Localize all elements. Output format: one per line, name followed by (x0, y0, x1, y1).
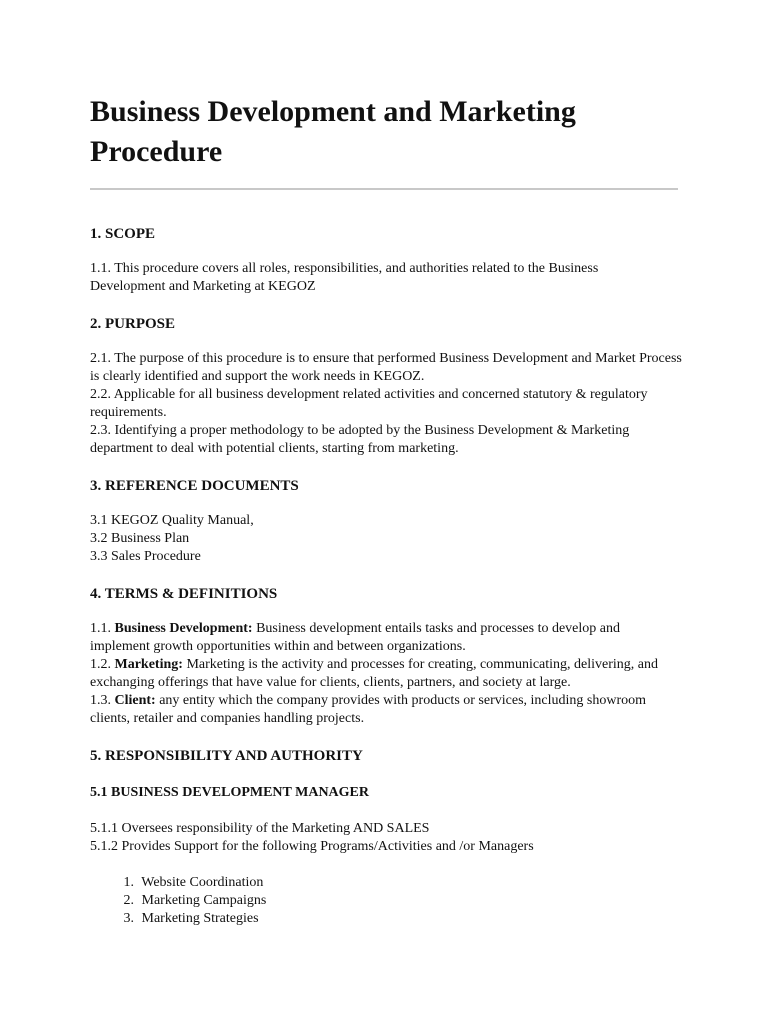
term-item-business-development (90, 620, 680, 656)
term-name: Business Development: (114, 621, 253, 636)
list-item-label: Website Coordination (141, 875, 264, 890)
list-item (112, 874, 690, 892)
purpose-item-1: 2.1. The purpose of this procedure is to ensure that performed Business Development and Market Process is clearly identified and support the work needs in KEGOZ. (90, 351, 682, 384)
document-title: Business Development and Marketing Procedure (90, 95, 576, 168)
terms-list (90, 620, 680, 728)
section-heading-purpose: 2. PURPOSE (90, 316, 176, 332)
section-heading-scope: 1. SCOPE (90, 226, 156, 242)
term-number: 1.3. (90, 693, 111, 708)
purpose-item-3: 2.3. Identifying a proper methodology to be adopted by the Business Development & Marketing department to deal with potential clients, starting from marketing. (90, 423, 630, 456)
term-item-client (90, 692, 680, 728)
list-item (112, 910, 690, 928)
purpose-item-2: 2.2. Applicable for all business development related activities and concerned statutory & regulatory requirements. (90, 387, 648, 420)
list-item (112, 892, 690, 910)
document-body (90, 92, 690, 928)
term-number: 1.2. (90, 657, 111, 672)
scope-item-1: 1.1. This procedure covers all roles, responsibilities, and authorities related to the Business Development and Marketing at KEGOZ (90, 261, 599, 294)
list-item-label: Marketing Strategies (141, 911, 259, 926)
reference-item-1: 3.1 KEGOZ Quality Manual, (90, 513, 254, 528)
section-heading-responsibility-authority: 5. RESPONSIBILITY AND AUTHORITY (90, 748, 363, 764)
term-name: Marketing: (114, 657, 183, 672)
term-name: Client: (114, 693, 156, 708)
reference-documents-list (90, 512, 690, 566)
list-item-number: 1. (123, 875, 134, 890)
reference-item-2: 3.2 Business Plan (90, 531, 190, 546)
list-item-number: 2. (123, 893, 134, 908)
reference-item-3: 3.3 Sales Procedure (90, 549, 201, 564)
section-heading-reference-documents: 3. REFERENCE DOCUMENTS (90, 478, 299, 494)
subsection-heading-bd-manager: 5.1 BUSINESS DEVELOPMENT MANAGER (90, 785, 370, 800)
responsibility-item-1: 5.1.1 Oversees responsibility of the Marketing AND SALES (90, 821, 430, 836)
term-definition: Business development entails tasks and processes to develop and implement growth opportunities within and between organizations. (90, 621, 620, 654)
purpose-list (90, 350, 685, 458)
title-divider (90, 188, 678, 190)
section-heading-terms-definitions: 4. TERMS & DEFINITIONS (90, 586, 278, 602)
list-item-number: 3. (123, 911, 134, 926)
responsibility-list (90, 820, 690, 856)
term-definition: any entity which the company provides with products or services, including showroom clients, retailer and companies handling projects. (90, 693, 647, 726)
list-item-label: Marketing Campaigns (141, 893, 267, 908)
term-definition: Marketing is the activity and processes for creating, communicating, delivering, and exchanging offerings that have value for clients, clients, partners, and society at large. (90, 657, 659, 690)
responsibility-item-2: 5.1.2 Provides Support for the following Programs/Activities and /or Managers (90, 839, 534, 854)
term-number: 1.1. (90, 621, 111, 636)
term-item-marketing (90, 656, 680, 692)
programs-list (90, 874, 690, 928)
